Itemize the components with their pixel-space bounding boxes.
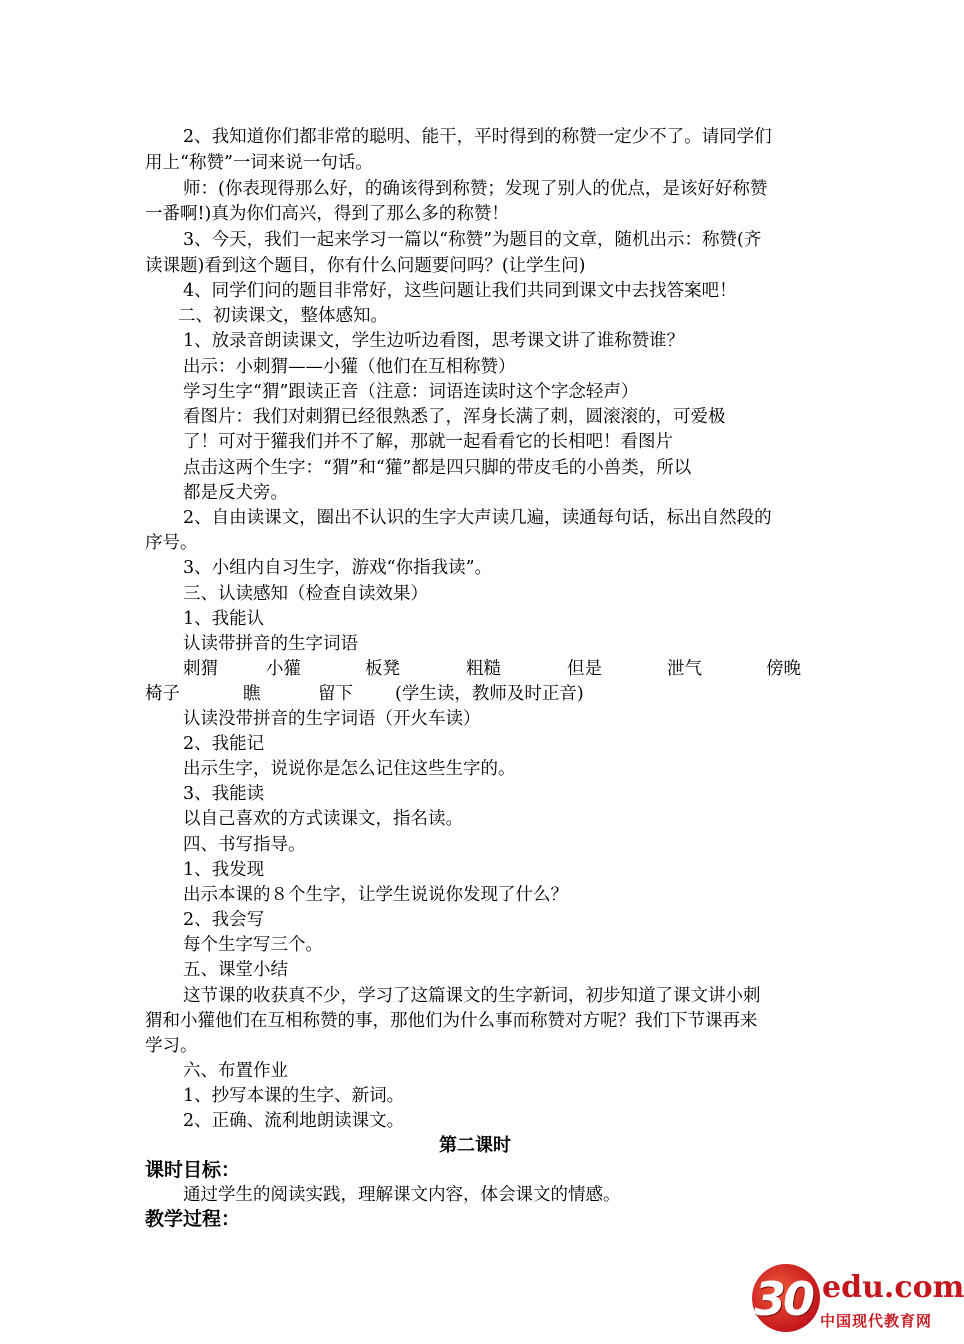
text-line: 每个生字写三个。 [183, 935, 323, 955]
text-line: 看图片：我们对刺猬已经很熟悉了，浑身长满了刺，圆滚滚的，可爱极 [183, 407, 726, 427]
text-line: 4、同学们问的题目非常好，这些问题让我们共同到课文中去找答案吧！ [183, 281, 737, 301]
text-line: 2、我能记 [183, 734, 265, 754]
text-line: 1、放录音朗读课文，学生边听边看图，思考课文讲了谁称赞谁？ [183, 331, 685, 351]
vocab-word: 傍晚 [766, 659, 801, 679]
second-lesson-title: 第二课时 [439, 1135, 511, 1156]
text-line: 猬和小獾他们在互相称赞的事，那他们为什么事而称赞对方呢？我们下节课再来 [145, 1011, 758, 1031]
text-line: 3、小组内自习生字，游戏“你指我读”。 [183, 558, 493, 578]
text-line: 读课题)看到这个题目，你有什么问题要问吗？(让学生问) [145, 256, 586, 276]
section-heading: 三、认读感知（检查自读效果） [183, 584, 428, 604]
logo-cn-name: 中国现代教育网 [820, 1312, 933, 1330]
vocab-row-2 [0, 682, 950, 706]
section-heading: 五、课堂小结 [183, 960, 288, 980]
text-line: 学习生字“猬”跟读正音（注意：词语连读时这个字念轻声） [183, 382, 639, 402]
text-line: 认读没带拼音的生字词语（开火车读） [183, 709, 481, 729]
text-line: 学习。 [145, 1036, 198, 1056]
teaching-process-label: 教学过程： [145, 1208, 241, 1230]
text-line: 认读带拼音的生字词语 [183, 634, 358, 654]
text-line: 3、我能读 [183, 784, 265, 804]
text-line: 出示生字，说说你是怎么记住这些生字的。 [183, 759, 516, 779]
text-line: 点击这两个生字：“猬”和“獾”都是四只脚的带皮毛的小兽类，所以 [183, 458, 692, 478]
section-heading: 六、布置作业 [183, 1061, 288, 1081]
vocab-word: 留下 [318, 684, 353, 704]
site-logo [752, 1262, 964, 1340]
text-line: 1、我能认 [183, 609, 265, 629]
text-line: 2、我知道你们都非常的聪明、能干，平时得到的称赞一定少不了。请同学们 [183, 127, 772, 147]
section-heading: 二、初读课文，整体感知。 [178, 306, 388, 326]
vocab-word: 粗糙 [466, 659, 501, 679]
text-line: 1、抄写本课的生字、新词。 [183, 1086, 405, 1106]
text-line: 出示：小刺猬——小獾（他们在互相称赞） [183, 357, 516, 377]
logo-domain: edu.com [822, 1270, 964, 1305]
text-line: 2、正确、流利地朗读课文。 [183, 1111, 405, 1131]
text-line: 2、我会写 [183, 910, 265, 930]
text-line: 都是反犬旁。 [183, 483, 288, 503]
vocab-word: 但是 [567, 659, 602, 679]
text-line: 一番啊!)真为你们高兴，得到了那么多的称赞！ [145, 204, 509, 224]
text-line: 2、自由读课文，圈出不认识的生字大声读几遍，读通每句话，标出自然段的 [183, 508, 772, 528]
text-line: 以自己喜欢的方式读课文，指名读。 [183, 809, 463, 829]
text-line: 3、今天，我们一起来学习一篇以“称赞”为题目的文章，随机出示：称赞(齐 [183, 230, 762, 250]
vocab-row-1 [0, 657, 950, 681]
vocab-word: 刺猬 [183, 659, 218, 679]
lesson-goal-label: 课时目标： [145, 1159, 241, 1181]
text-line: 这节课的收获真不少，学习了这篇课文的生字新词，初步知道了课文讲小刺 [183, 986, 761, 1006]
vocab-word: 小獾 [266, 659, 301, 679]
section-heading: 四、书写指导。 [183, 835, 306, 855]
logo-number: 30 [754, 1272, 813, 1326]
vocab-word: 瞧 [243, 684, 261, 704]
text-line: 1、我发现 [183, 860, 265, 880]
lesson-goal-text: 通过学生的阅读实践，理解课文内容，体会课文的情感。 [183, 1185, 621, 1205]
text-line: 出示本课的８个生字，让学生说说你发现了什么？ [183, 885, 568, 905]
text-line: 师：(你表现得那么好，的确该得到称赞；发现了别人的优点，是该好好称赞 [183, 179, 768, 199]
vocab-word: 板凳 [365, 659, 400, 679]
text-line: 了！可对于獾我们并不了解，那就一起看看它的长相吧！看图片 [183, 432, 673, 452]
text-line: 用上“称赞”一词来说一句话。 [145, 153, 373, 173]
vocab-word: (学生读，教师及时正音) [395, 684, 584, 704]
vocab-word: 泄气 [667, 659, 702, 679]
text-line: 序号。 [145, 533, 198, 553]
vocab-word: 椅子 [145, 684, 180, 704]
